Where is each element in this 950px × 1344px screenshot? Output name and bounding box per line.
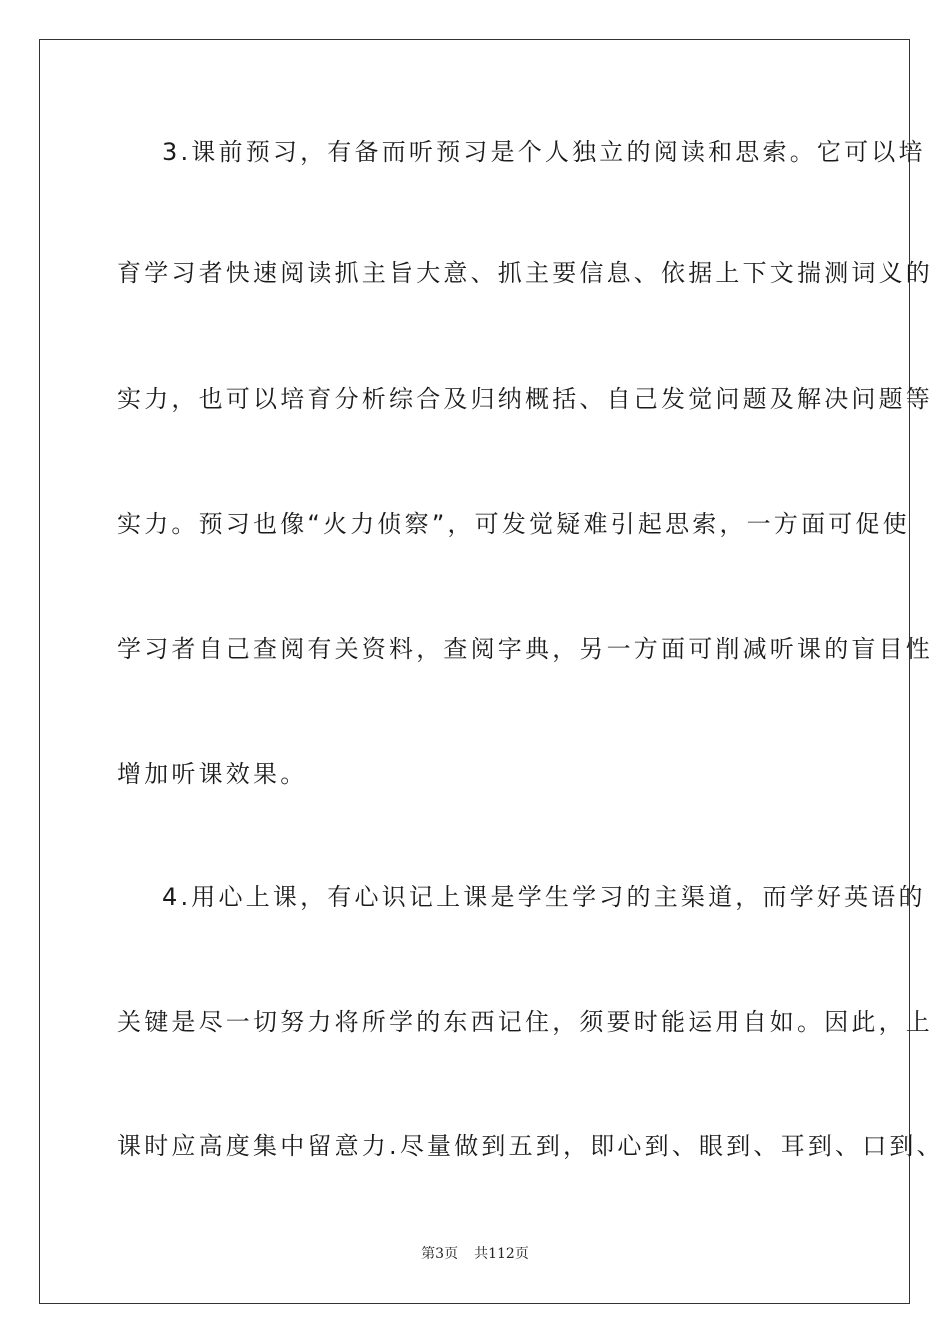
paragraph-3-line-3: 实力，也可以培育分析综合及归纳概括、自己发觉问题及解决问题等	[117, 385, 933, 413]
paragraph-4-line-3: 课时应高度集中留意力.尽量做到五到，即心到、眼到、耳到、口到、	[117, 1132, 944, 1160]
page-number: 第3页	[421, 1246, 459, 1262]
page-frame	[39, 39, 944, 1304]
paragraph-3-line-4: 实力。预习也像“火力侦察”，可发觉疑难引起思索，一方面可促使	[117, 510, 910, 538]
paragraph-3-line-6: 增加听课效果。	[117, 760, 308, 788]
paragraph-3-line-5: 学习者自己查阅有关资料，查阅字典，另一方面可削减听课的盲目性	[117, 635, 933, 663]
paragraph-3-line-2: 育学习者快速阅读抓主旨大意、抓主要信息、依据上下文揣测词义的	[117, 259, 933, 287]
page-footer	[0, 1244, 950, 1264]
paragraph-4-line-1: 4.用心上课，有心识记上课是学生学习的主渠道，而学好英语的	[162, 883, 926, 911]
paragraph-3-line-1: 3.课前预习，有备而听预习是个人独立的阅读和思索。它可以培	[162, 138, 926, 166]
paragraph-4-line-2: 关键是尽一切努力将所学的东西记住，须要时能运用自如。因此，上	[117, 1008, 933, 1036]
total-pages: 共112页	[474, 1246, 529, 1262]
